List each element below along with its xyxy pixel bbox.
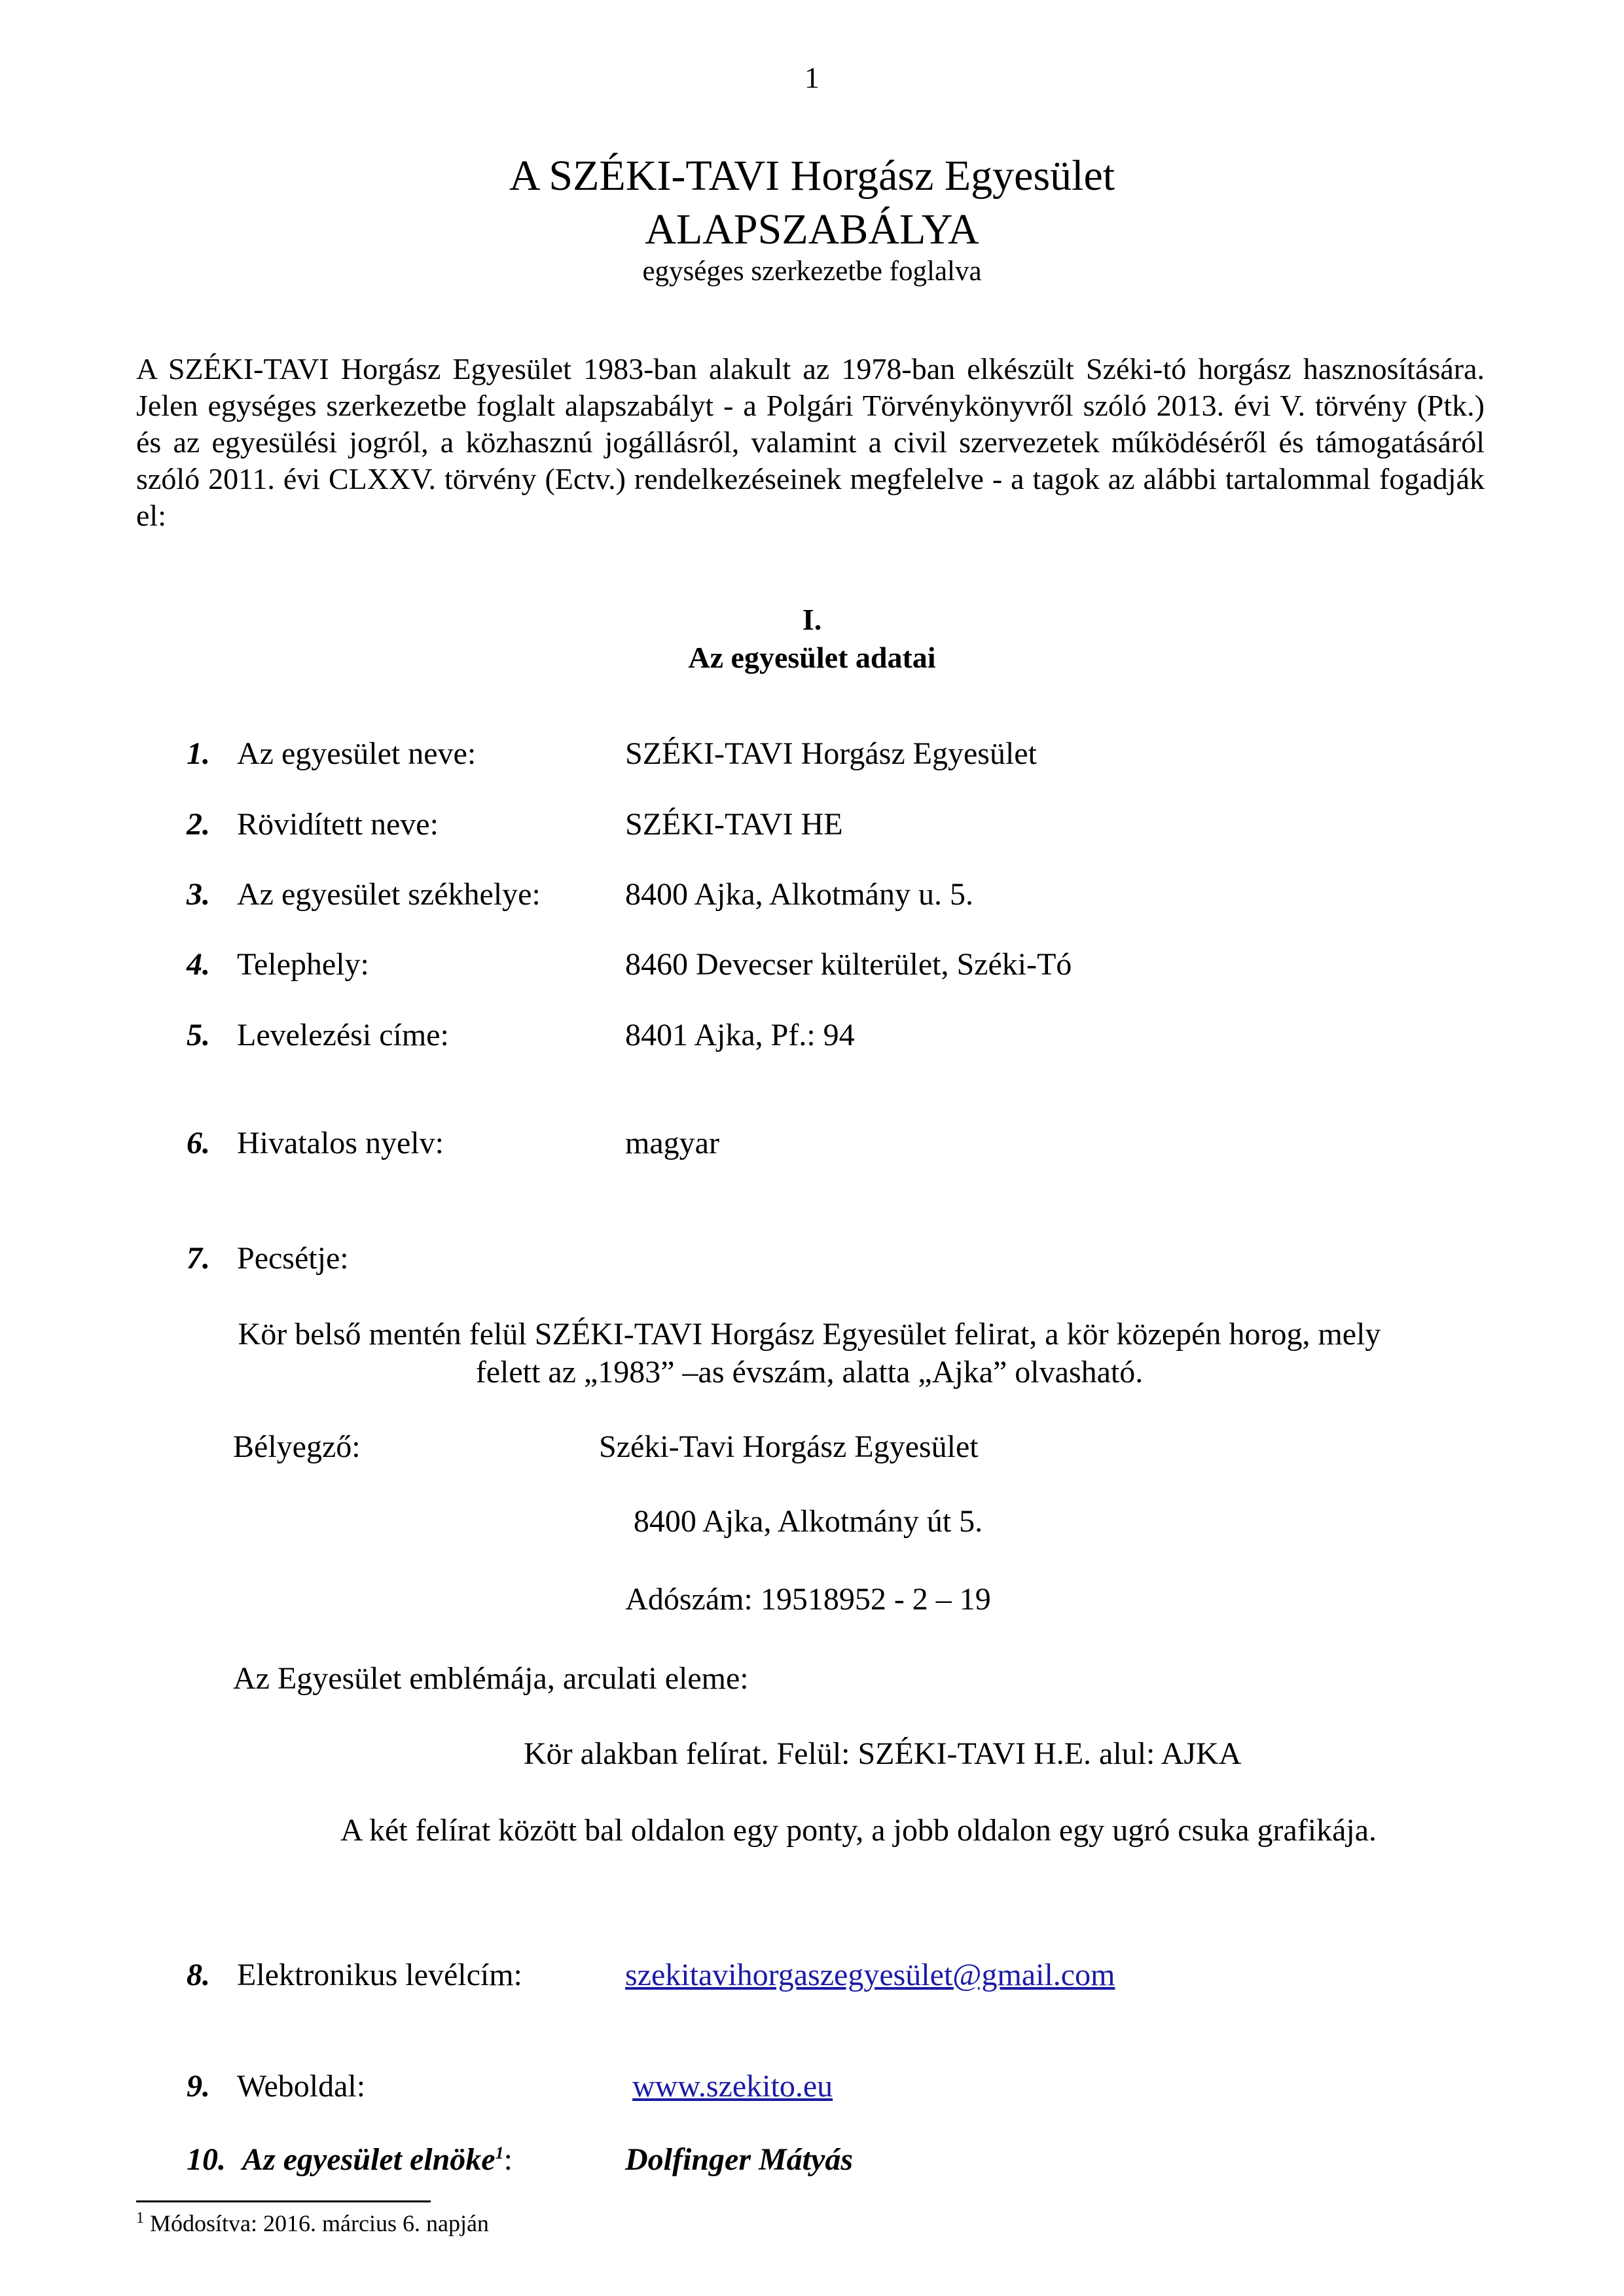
item-number: 4. <box>187 947 210 982</box>
document-subtitle: egységes szerkezetbe foglalva <box>642 256 982 287</box>
item-label: Az egyesület neve: <box>237 736 477 771</box>
president-name: Dolfinger Mátyás <box>625 2142 853 2177</box>
item-value: magyar <box>625 1126 719 1160</box>
label-suffix: : <box>503 2142 513 2177</box>
footnote-ref[interactable]: 1 <box>495 2144 504 2162</box>
section-title: Az egyesület adatai <box>688 641 936 674</box>
item-value: 8400 Ajka, Alkotmány u. 5. <box>625 877 973 912</box>
item-label: Rövidített neve: <box>237 807 439 842</box>
item-label: Az egyesület székhelye: <box>237 877 541 912</box>
section-number: I. <box>802 603 822 636</box>
emblem-line-1: Kör alakban felírat. Felül: SZÉKI-TAVI H.E. alul: AJKA <box>524 1736 1242 1771</box>
emblem-label: Az Egyesület emblémája, arculati eleme: <box>233 1661 749 1696</box>
footnote-text: Módosítva: 2016. március 6. napján <box>150 2210 489 2236</box>
item-label: Pecsétje: <box>237 1241 349 1276</box>
item-number: 7. <box>187 1241 210 1276</box>
item-label: Elektronikus levélcím: <box>237 1958 522 1992</box>
item-value: 8401 Ajka, Pf.: 94 <box>625 1018 855 1052</box>
item-value: SZÉKI-TAVI Horgász Egyesület <box>625 736 1037 771</box>
item-label: Hivatalos nyelv: <box>237 1126 444 1160</box>
item-label: Weboldal: <box>237 2069 366 2104</box>
item-number: 9. <box>187 2069 210 2104</box>
title-line-1: A SZÉKI-TAVI Horgász Egyesület <box>509 152 1115 200</box>
stamp-line-3: Adószám: 19518952 - 2 – 19 <box>625 1582 991 1617</box>
item-number: 8. <box>187 1958 210 1992</box>
item-label <box>242 2140 513 2179</box>
item-number: 1. <box>187 736 210 771</box>
item-value: SZÉKI-TAVI HE <box>625 807 843 842</box>
item-label: Telephely: <box>237 947 369 982</box>
footnote-number: 1 <box>136 2210 144 2227</box>
stamp-label: Bélyegző: <box>233 1429 361 1464</box>
seal-description-line-1: Kör belső mentén felül SZÉKI-TAVI Horgász Egyesület felirat, a kör közepén horog, mely <box>238 1317 1381 1352</box>
title-line-2: ALAPSZABÁLYA <box>645 206 979 253</box>
document-title <box>0 149 1624 257</box>
item-value: 8460 Devecser külterület, Széki-Tó <box>625 947 1072 982</box>
page-number: 1 <box>804 61 820 94</box>
president-label: Az egyesület elnöke <box>242 2142 496 2177</box>
website-link[interactable]: www.szekito.eu <box>632 2069 833 2104</box>
seal-description <box>0 1316 1621 1391</box>
intro-paragraph: A SZÉKI-TAVI Horgász Egyesület 1983-ban alakult az 1978-ban elkészült Széki-tó horgász hasznosítására. Jelen egységes szerkezetbe foglalt alapszabályt - a Polgári Törvénykönyvről szóló 2013. évi V. törvény (Ptk.) és az egyesülési jogról, a közhasznú jogállásról, valamint a civil szervezetek működéséről és támogatásáról szóló 2011. évi CLXXV. törvény (Ectv.) rendelkezéseinek megfelelve - a tagok az alábbi tartalommal fogadják el: <box>136 352 1485 532</box>
item-number: 5. <box>187 1018 210 1052</box>
email-link[interactable]: szekitavihorgaszegyesület@gmail.com <box>625 1958 1115 1992</box>
item-number: 10. <box>187 2142 226 2177</box>
footnote-divider <box>136 2200 431 2202</box>
stamp-line-1: Széki-Tavi Horgász Egyesület <box>599 1429 979 1464</box>
footnote <box>136 2210 489 2237</box>
item-number: 6. <box>187 1126 210 1160</box>
item-number: 3. <box>187 877 210 912</box>
seal-description-line-2: felett az „1983” –as évszám, alatta „Ajka” olvasható. <box>475 1355 1144 1390</box>
section-heading <box>0 601 1624 677</box>
item-label: Levelezési címe: <box>237 1018 449 1052</box>
stamp-line-2: 8400 Ajka, Alkotmány út 5. <box>633 1504 983 1539</box>
emblem-line-2: A két felírat között bal oldalon egy ponty, a jobb oldalon egy ugró csuka grafikája. <box>340 1813 1377 1848</box>
item-number: 2. <box>187 807 210 842</box>
